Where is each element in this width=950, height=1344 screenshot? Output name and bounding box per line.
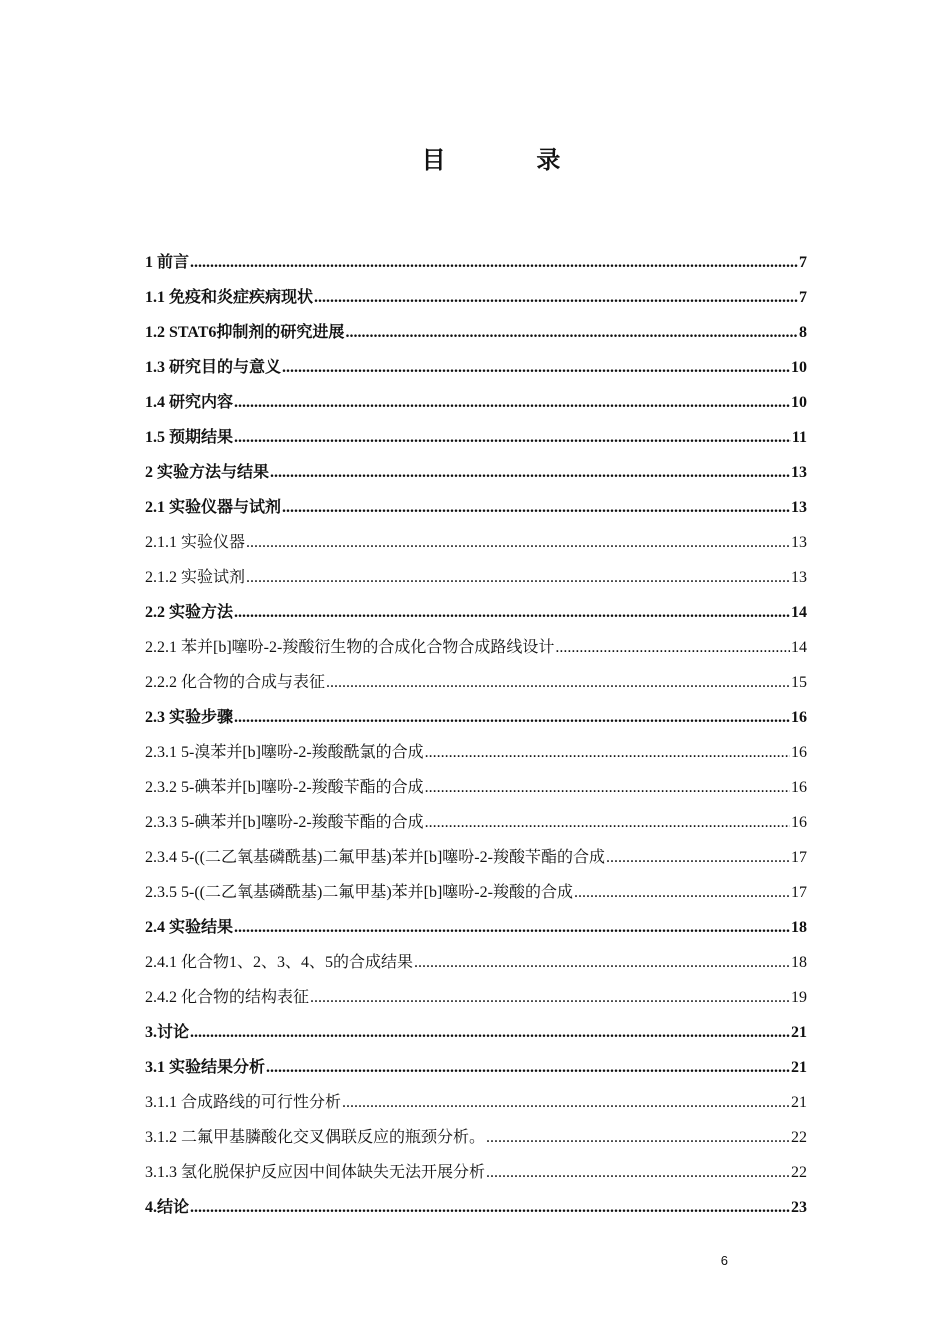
toc-entry[interactable] (145, 413, 807, 448)
toc-leader-dots (190, 253, 798, 273)
toc-entry-page: 19 (791, 989, 807, 1006)
toc-entry-label: 2.3.3 5-碘苯并[b]噻吩-2-羧酸苄酯的合成 (145, 814, 424, 831)
toc-entry-label: 2.3.4 5-((二乙氧基磷酰基)二氟甲基)苯并[b]噻吩-2-羧酸苄酯的合成 (145, 849, 605, 866)
toc-entry-page: 16 (791, 709, 807, 726)
toc-entry[interactable] (145, 308, 807, 343)
toc-entry-label: 1.5 预期结果 (145, 429, 234, 446)
toc-entry-label: 1.1 免疫和炎症疾病现状 (145, 289, 314, 306)
toc-entry-label: 2.1 实验仪器与试剂 (145, 499, 282, 516)
toc-leader-dots (345, 323, 798, 343)
toc-entry[interactable] (145, 623, 807, 658)
toc-entry[interactable] (145, 1113, 807, 1148)
toc-entry-label: 1.4 研究内容 (145, 394, 234, 411)
toc-leader-dots (282, 358, 790, 378)
toc-entry-label: 2.3.1 5-溴苯并[b]噻吩-2-羧酸酰氯的合成 (145, 744, 424, 761)
toc-entry-page: 14 (791, 604, 807, 621)
toc-entry-page: 21 (791, 1094, 807, 1111)
toc-entry[interactable] (145, 938, 807, 973)
toc-entry-page: 21 (791, 1059, 807, 1076)
toc-entry-label: 3.1.1 合成路线的可行性分析 (145, 1094, 342, 1111)
toc-entry[interactable] (145, 343, 807, 378)
toc-leader-dots (606, 848, 790, 868)
toc-entry[interactable] (145, 483, 807, 518)
toc-entry[interactable] (145, 973, 807, 1008)
toc-entry[interactable] (145, 763, 807, 798)
toc-entry-label: 1.3 研究目的与意义 (145, 359, 282, 376)
toc-entry[interactable] (145, 833, 807, 868)
toc-entry-page: 18 (791, 919, 807, 936)
toc-leader-dots (574, 883, 790, 903)
toc-entry[interactable] (145, 728, 807, 763)
toc-entry-label: 3.1.3 氢化脱保护反应因中间体缺失无法开展分析 (145, 1164, 486, 1181)
toc-leader-dots (234, 603, 790, 623)
toc-entry-label: 2.1.2 实验试剂 (145, 569, 246, 586)
toc-entry-label: 2.2 实验方法 (145, 604, 234, 621)
toc-entry[interactable] (145, 273, 807, 308)
toc-entry-page: 13 (791, 499, 807, 516)
toc-entry-label: 2.4.1 化合物1、2、3、4、5的合成结果 (145, 954, 414, 971)
toc-title: 目 录 (421, 146, 563, 174)
toc-entry-label: 2.2.1 苯并[b]噻吩-2-羧酸衍生物的合成化合物合成路线设计 (145, 639, 555, 656)
toc-entry-label: 2.3 实验步骤 (145, 709, 234, 726)
toc-entry-page: 16 (791, 779, 807, 796)
toc-entry[interactable] (145, 553, 807, 588)
toc-entry[interactable] (145, 1008, 807, 1043)
toc-entry[interactable] (145, 1183, 807, 1218)
toc-entry[interactable] (145, 238, 807, 273)
toc-entry[interactable] (145, 518, 807, 553)
toc-entry-page: 10 (791, 359, 807, 376)
toc-leader-dots (234, 918, 790, 938)
toc-entry-label: 1 前言 (145, 254, 190, 271)
toc-entry-page: 18 (791, 954, 807, 971)
toc-entry[interactable] (145, 1078, 807, 1113)
toc-entry-page: 8 (799, 324, 807, 341)
toc-leader-dots (486, 1128, 790, 1148)
toc-entry-page: 22 (791, 1129, 807, 1146)
toc-entry-label: 2.3.2 5-碘苯并[b]噻吩-2-羧酸苄酯的合成 (145, 779, 424, 796)
toc-entry-page: 13 (791, 569, 807, 586)
toc-entry-label: 2.1.1 实验仪器 (145, 534, 246, 551)
toc-entry-page: 13 (791, 534, 807, 551)
toc-list (145, 238, 807, 1218)
toc-entry-label: 3.1.2 二氟甲基膦酸化交叉偶联反应的瓶颈分析。 (145, 1129, 486, 1146)
toc-leader-dots (342, 1093, 790, 1113)
toc-leader-dots (246, 568, 790, 588)
page-number: 6 (720, 1253, 728, 1268)
toc-entry-page: 23 (791, 1199, 807, 1216)
toc-entry-page: 16 (791, 814, 807, 831)
toc-entry[interactable] (145, 693, 807, 728)
toc-entry[interactable] (145, 588, 807, 623)
toc-entry[interactable] (145, 448, 807, 483)
toc-entry-label: 2.4.2 化合物的结构表征 (145, 989, 310, 1006)
toc-entry-label: 1.2 STAT6抑制剂的研究进展 (145, 324, 345, 341)
toc-entry[interactable] (145, 1043, 807, 1078)
toc-entry-page: 17 (791, 849, 807, 866)
toc-entry-page: 16 (791, 744, 807, 761)
toc-entry-page: 22 (791, 1164, 807, 1181)
toc-entry-label: 2.2.2 化合物的合成与表征 (145, 674, 326, 691)
toc-leader-dots (326, 673, 790, 693)
toc-leader-dots (555, 638, 790, 658)
toc-entry-page: 21 (791, 1024, 807, 1041)
toc-leader-dots (246, 533, 790, 553)
toc-entry-page: 10 (791, 394, 807, 411)
toc-leader-dots (282, 498, 790, 518)
toc-entry-page: 7 (799, 254, 807, 271)
toc-entry[interactable] (145, 798, 807, 833)
toc-entry-label: 2.4 实验结果 (145, 919, 234, 936)
toc-entry-page: 17 (791, 884, 807, 901)
toc-leader-dots (414, 953, 790, 973)
toc-entry-label: 4.结论 (145, 1199, 190, 1216)
toc-leader-dots (486, 1163, 790, 1183)
toc-leader-dots (425, 813, 790, 833)
toc-entry-label: 3.讨论 (145, 1024, 190, 1041)
toc-leader-dots (190, 1198, 790, 1218)
toc-leader-dots (234, 428, 791, 448)
toc-leader-dots (270, 463, 790, 483)
toc-entry-page: 15 (791, 674, 807, 691)
toc-entry-page: 11 (791, 429, 807, 446)
toc-entry[interactable] (145, 903, 807, 938)
toc-entry[interactable] (145, 658, 807, 693)
toc-entry[interactable] (145, 1148, 807, 1183)
toc-leader-dots (425, 743, 790, 763)
toc-entry-page: 14 (791, 639, 807, 656)
toc-leader-dots (234, 708, 790, 728)
toc-entry-label: 2 实验方法与结果 (145, 464, 270, 481)
toc-entry[interactable] (145, 378, 807, 413)
toc-entry-label: 3.1 实验结果分析 (145, 1059, 266, 1076)
toc-leader-dots (425, 778, 790, 798)
toc-entry[interactable] (145, 868, 807, 903)
toc-leader-dots (310, 988, 790, 1008)
toc-entry-label: 2.3.5 5-((二乙氧基磷酰基)二氟甲基)苯并[b]噻吩-2-羧酸的合成 (145, 884, 573, 901)
toc-entry-page: 7 (799, 289, 807, 306)
toc-entry-page: 13 (791, 464, 807, 481)
toc-leader-dots (234, 393, 790, 413)
toc-leader-dots (314, 288, 798, 308)
toc-leader-dots (266, 1058, 790, 1078)
toc-leader-dots (190, 1023, 790, 1043)
